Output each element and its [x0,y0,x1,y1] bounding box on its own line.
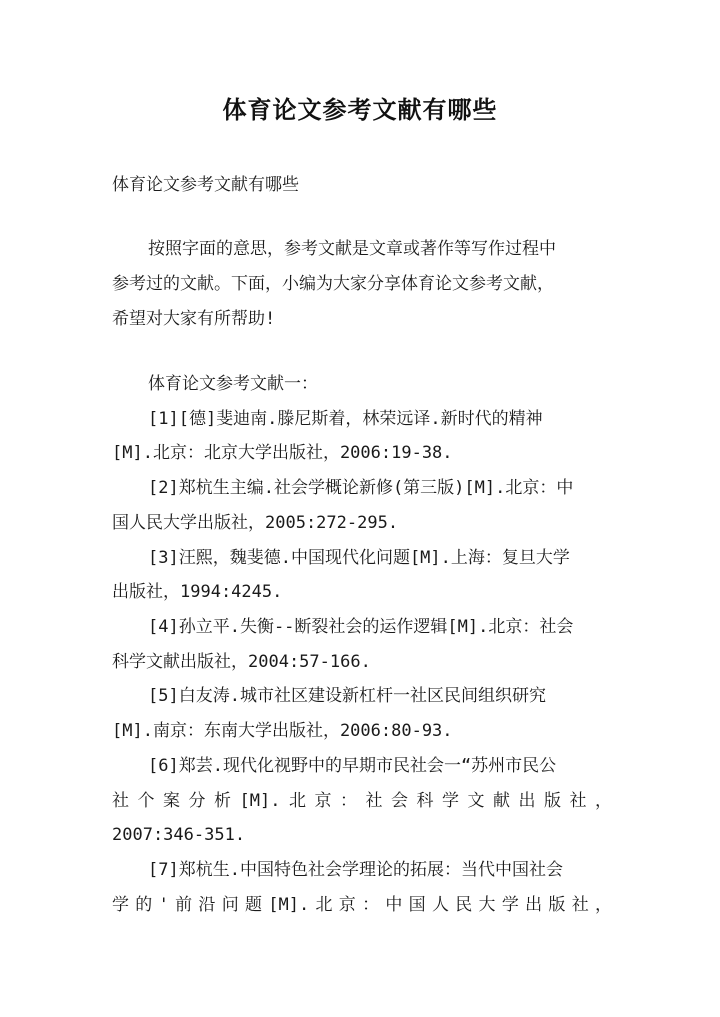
reference-line: [1][德]斐迪南.滕尼斯着，林荣远译.新时代的精神 [148,409,543,429]
reference-line: [M].南京：东南大学出版社，2006:80-93. [112,721,453,741]
reference-line: 国人民大学出版社，2005:272-295. [112,513,399,533]
reference-line: 科学文献出版社，2004:57-166. [112,652,371,672]
reference-line: 社个案分析[M].北京：社会科学文献出版社， [112,791,612,811]
intro-line: 希望对大家有所帮助! [112,309,276,329]
intro-line: 参考过的文献。下面，小编为大家分享体育论文参考文献， [112,274,554,294]
reference-line: [3]汪熙，魏斐德.中国现代化问题[M].上海：复旦大学 [148,548,570,568]
reference-line: 学的'前沿问题[M].北京：中国人民大学出版社， [112,895,612,915]
document-subtitle: 体育论文参考文献有哪些 [112,175,299,195]
reference-line: [M].北京：北京大学出版社，2006:19-38. [112,443,453,463]
intro-line: 按照字面的意思，参考文献是文章或著作等写作过程中 [148,239,556,259]
document-title: 体育论文参考文献有哪些 [222,95,498,124]
reference-line: [5]白友涛.城市社区建设新杠杆一社区民间组织研究 [148,686,546,706]
reference-line: [6]郑芸.现代化视野中的早期市民社会一“苏州市民公 [148,756,557,776]
reference-line: 2007:346-351. [112,825,246,845]
reference-line: [7]郑杭生.中国特色社会学理论的拓展：当代中国社会 [148,860,563,880]
reference-line: [2]郑杭生主编.社会学概论新修(第三版)[M].北京：中 [148,478,574,498]
reference-line: [4]孙立平.失衡--断裂社会的运作逻辑[M].北京：社会 [148,617,574,637]
section-heading: 体育论文参考文献一： [148,374,318,394]
reference-line: 出版社，1994:4245. [112,582,283,602]
